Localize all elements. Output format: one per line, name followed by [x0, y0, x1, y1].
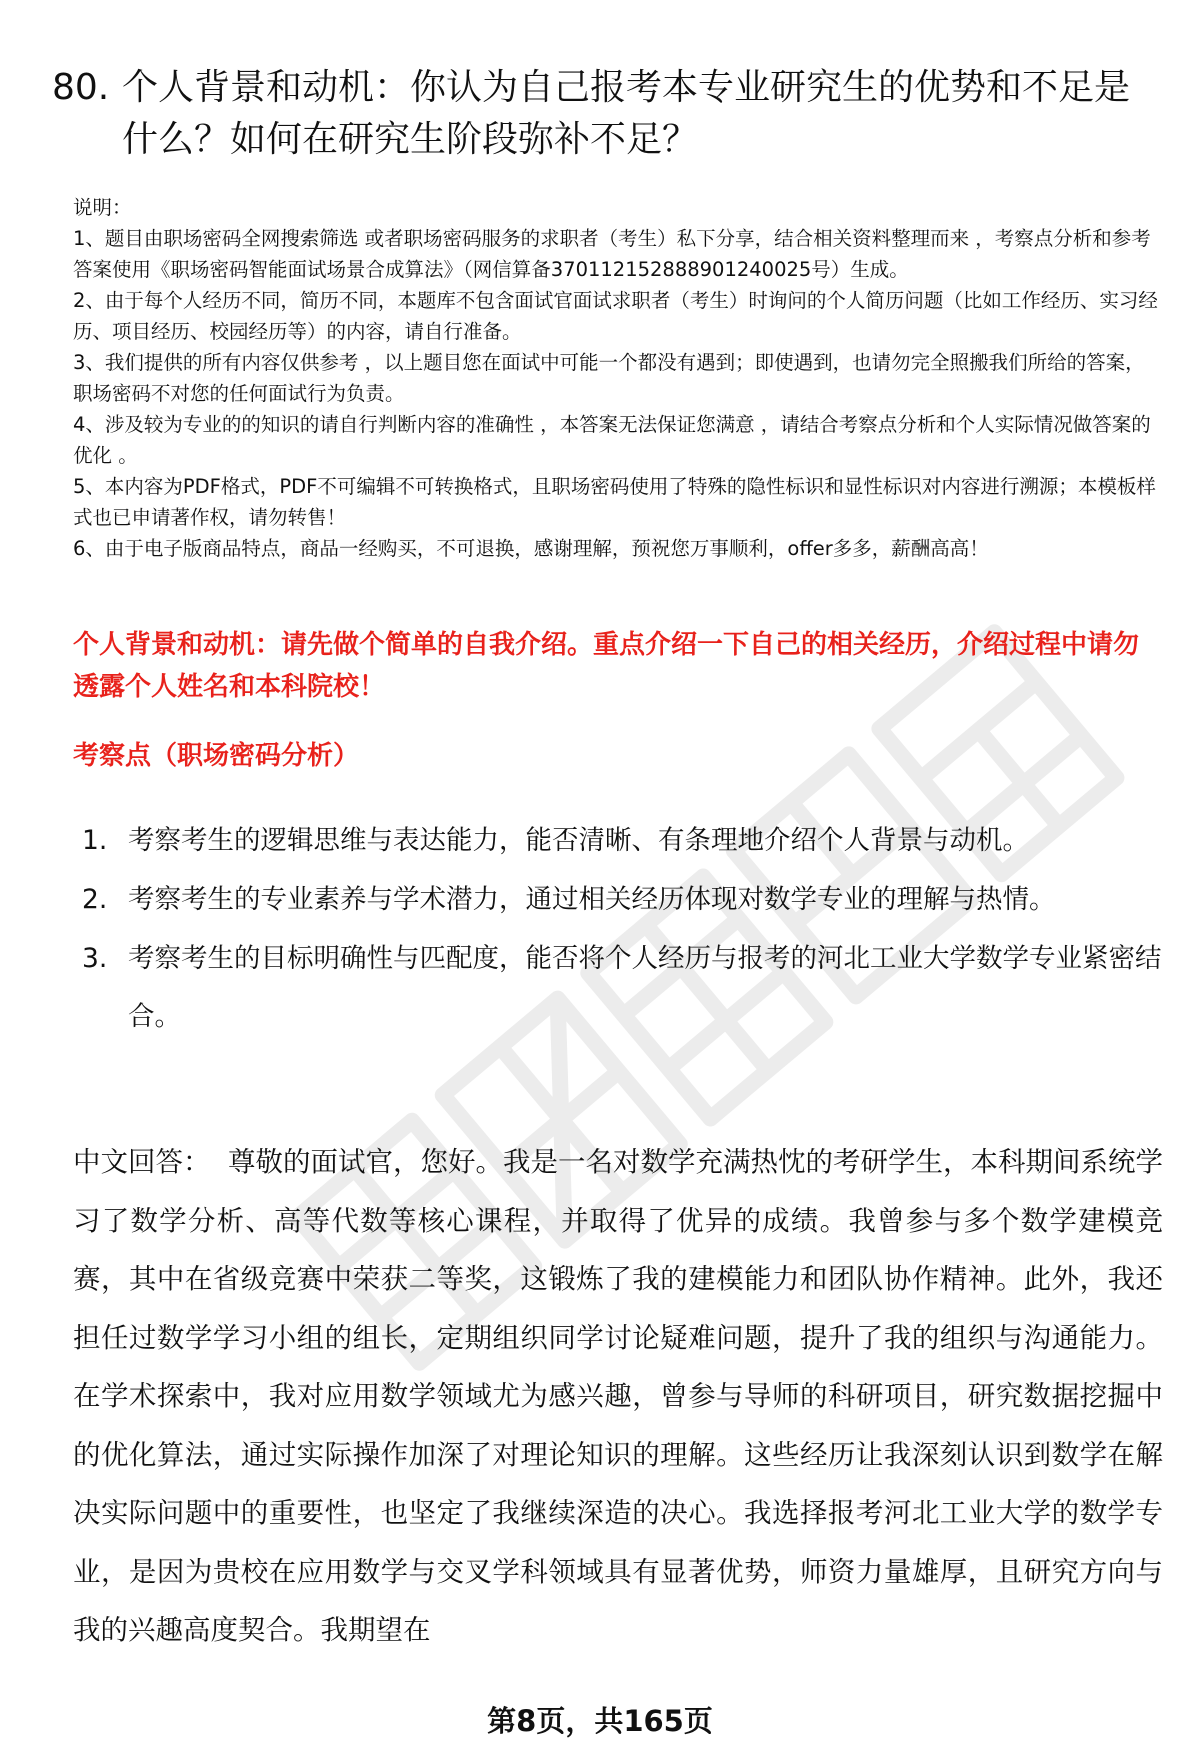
assessment-heading: 考察点（职场密码分析）	[73, 741, 360, 771]
list-item	[82, 812, 1162, 870]
assessment-list	[82, 812, 1162, 1047]
list-item-text: 考察考生的逻辑思维与表达能力，能否清晰、有条理地介绍个人背景与动机。	[128, 825, 1029, 856]
list-item	[82, 930, 1162, 1046]
notes-header: 说明：	[73, 196, 132, 219]
answer-paragraph	[73, 1133, 1163, 1660]
list-item-number: 2.	[82, 884, 108, 915]
list-item	[82, 871, 1162, 929]
list-item-number: 3.	[82, 943, 108, 974]
note-item: 4、涉及较为专业的的知识的请自行判断内容的准确性 ，本答案无法保证您满意 ，请结合考察点分析和个人实际情况做答案的优化 。	[73, 413, 1151, 467]
page-footer: 第8页，共165页	[487, 1704, 713, 1738]
note-item: 6、由于电子版商品特点，商品一经购买，不可退换，感谢理解，预祝您万事顺利，offer多多，薪酬高高！	[73, 537, 989, 560]
question-number: 80.	[52, 67, 110, 108]
note-item: 3、我们提供的所有内容仅供参考 ，以上题目您在面试中可能一个都没有遇到；即使遇到，也请勿完全照搬我们所给的答案，职场密码不对您的任何面试行为负责。	[73, 351, 1145, 405]
answer-text: 尊敬的面试官，您好。我是一名对数学充满热忱的考研学生，本科期间系统学习了数学分析、高等代数等核心课程，并取得了优异的成绩。我曾参与多个数学建模竞赛，其中在省级竞赛中荣获二等奖，这锻炼了我的建模能力和团队协作精神。此外，我还担任过数学学习小组的组长，定期组织同学讨论疑难问题，提升了我的组织与沟通能力。在学术探索中，我对应用数学领域尤为感兴趣，曾参与导师的科研项目，研究数据挖掘中的优化算法，通过实际操作加深了对理论知识的理解。这些经历让我深刻认识到数学在解决实际问题中的重要性，也坚定了我继续深造的决心。我选择报考河北工业大学的数学专业，是因为贵校在应用数学与交叉学科领域具有显著优势，师资力量雄厚，且研究方向与我的兴趣高度契合。我期望在	[73, 1146, 1164, 1646]
list-item-number: 1.	[82, 825, 108, 856]
intro-prompt-heading: 个人背景和动机：请先做个简单的自我介绍。重点介绍一下自己的相关经历，介绍过程中请勿透露个人姓名和本科院校！	[73, 630, 1140, 702]
list-item-text: 考察考生的目标明确性与匹配度，能否将个人经历与报考的河北工业大学数学专业紧密结合。	[128, 943, 1162, 1032]
answer-label: 中文回答：	[73, 1146, 211, 1178]
note-item: 5、本内容为PDF格式，PDF不可编辑不可转换格式，且职场密码使用了特殊的隐性标识和显性标识对内容进行溯源；本模板样式也已申请著作权，请勿转售！	[73, 475, 1156, 529]
notes-section	[73, 192, 1163, 564]
question-title	[52, 62, 1162, 166]
note-item: 2、由于每个人经历不同，简历不同，本题库不包含面试官面试求职者（考生）时询问的个人简历问题（比如工作经历、实习经历、项目经历、校园经历等）的内容，请自行准备。	[73, 289, 1158, 343]
list-item-text: 考察考生的专业素养与学术潜力，通过相关经历体现对数学专业的理解与热情。	[128, 884, 1056, 915]
question-text: 个人背景和动机：你认为自己报考本专业研究生的优势和不足是什么？如何在研究生阶段弥补不足？	[122, 67, 1131, 160]
note-item: 1、题目由职场密码全网搜索筛选 或者职场密码服务的求职者（考生）私下分享，结合相关资料整理而来 ，考察点分析和参考答案使用《职场密码智能面试场景合成算法》（网信算备370112152888901240025号）生成。	[73, 227, 1151, 281]
